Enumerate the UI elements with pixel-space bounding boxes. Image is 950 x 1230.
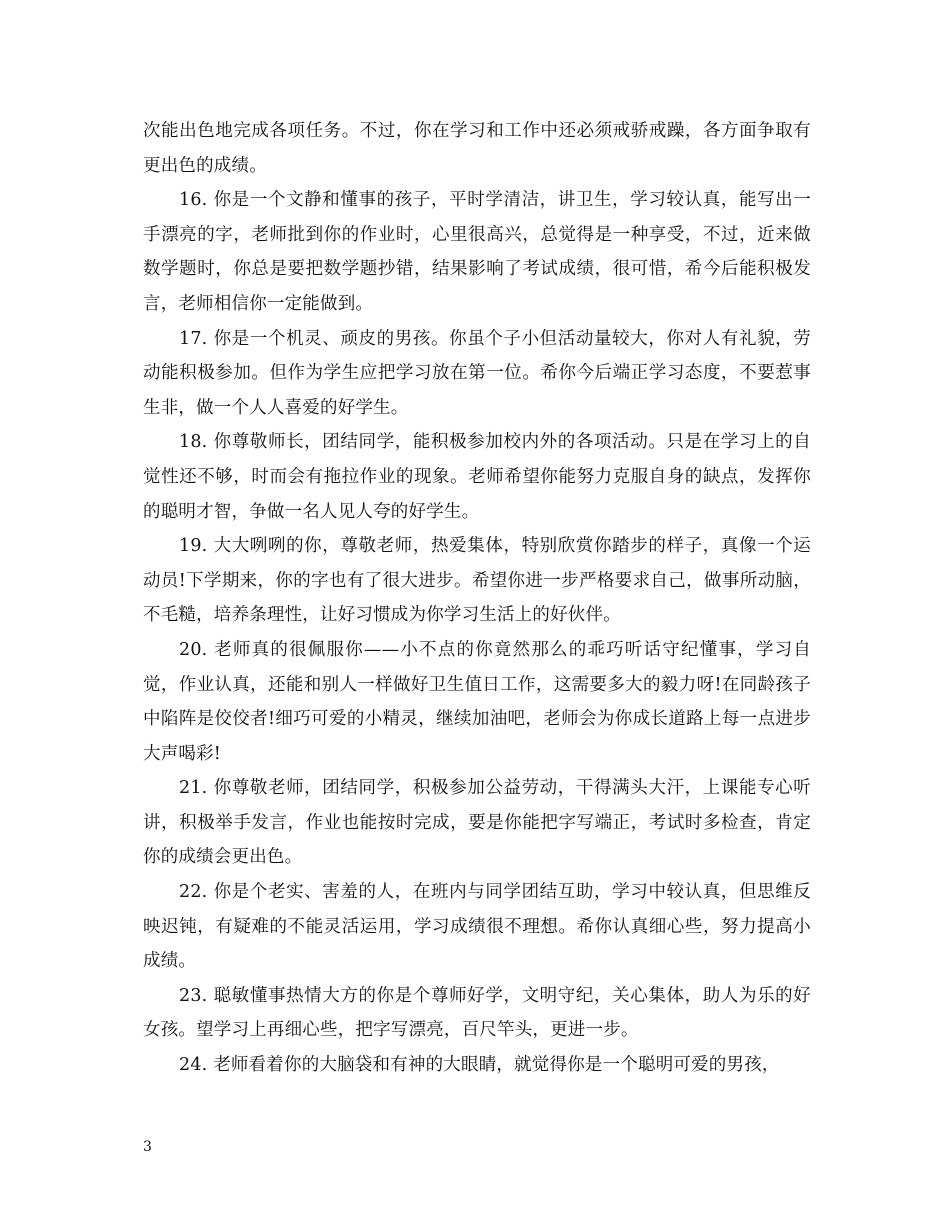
paragraph-item-22: 22. 你是个老实、害羞的人，在班内与同学团结互助，学习中较认真，但思维反映迟钝，有疑难的不能灵活运用，学习成绩很不理想。希你认真细心些，努力提高小成绩。 <box>143 882 811 972</box>
paragraph-item-21: 21. 你尊敬老师，团结同学，积极参加公益劳动，干得满头大汗，上课能专心听讲，积极举手发言，作业也能按时完成，要是你能把字写端正，考试时多检查，肯定你的成绩会更出色。 <box>143 778 811 868</box>
paragraph-item-18: 18. 你尊敬师长，团结同学，能积极参加校内外的各项活动。只是在学习上的自觉性还不够，时而会有拖拉作业的现象。老师希望你能努力克服自身的缺点，发挥你的聪明才智，争做一名人见人夸的好学生。 <box>143 432 811 522</box>
paragraph-item-16: 16. 你是一个文静和懂事的孩子，平时学清洁，讲卫生，学习较认真，能写出一手漂亮的字，老师批到你的作业时，心里很高兴，总觉得是一种享受，不过，近来做数学题时，你总是要把数学题抄错，结果影响了考试成绩，很可惜，希今后能积极发言，老师相信你一定能做到。 <box>143 190 811 314</box>
paragraph-continuation: 次能出色地完成各项任务。不过，你在学习和工作中还必须戒骄戒躁，各方面争取有更出色的成绩。 <box>143 121 811 176</box>
page-number: 3 <box>143 1139 152 1155</box>
paragraph-item-17: 17. 你是一个机灵、顽皮的男孩。你虽个子小但活动量较大，你对人有礼貌，劳动能积极参加。但作为学生应把学习放在第一位。希你今后端正学习态度，不要惹事生非，做一个人人喜爱的好学生。 <box>143 328 811 418</box>
paragraph-item-23: 23. 聪敏懂事热情大方的你是个尊师好学，文明守纪，关心集体，助人为乐的好女孩。望学习上再细心些，把字写漂亮，百尺竿头，更进一步。 <box>143 985 811 1041</box>
document-body <box>143 114 811 1083</box>
paragraph-item-20: 20. 老师真的很佩服你——小不点的你竟然那么的乖巧听话守纪懂事，学习自觉，作业认真，还能和别人一样做好卫生值日工作，这需要多大的毅力呀!在同龄孩子中陷阵是佼佼者!细巧可爱的小精灵，继续加油吧，老师会为你成长道路上每一点进步大声喝彩! <box>143 639 811 764</box>
paragraph-item-19: 19. 大大咧咧的你，尊敬老师，热爱集体，特别欣赏你踏步的样子，真像一个运动员!下学期来，你的字也有了很大进步。希望你进一步严格要求自己，做事所动脑，不毛糙，培养条理性，让好习惯成为你学习生活上的好伙伴。 <box>143 536 811 626</box>
paragraph-item-24: 24. 老师看着你的大脑袋和有神的大眼睛，就觉得你是一个聪明可爱的男孩， <box>179 1055 780 1076</box>
